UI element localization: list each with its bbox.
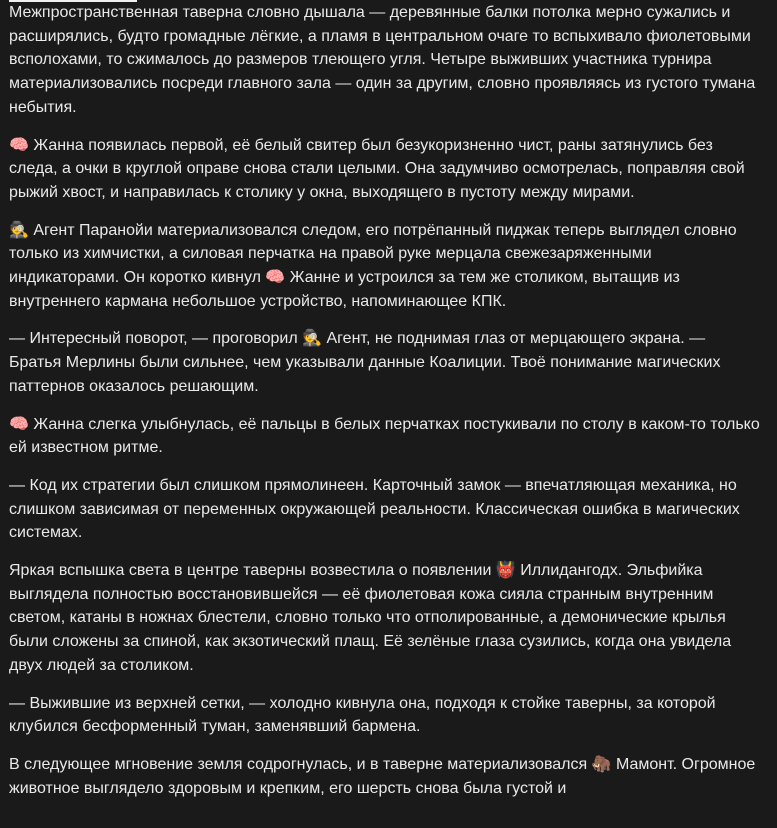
paragraph-tavern-intro: Межпространственная таверна словно дышала — деревянные балки потолка мерно сужались и расширялись, будто громадные лёгкие, а пламя в центральном очаге то вспыхивало фиолетовыми всполохами, то сжималось до размеров тлеющего угля. Четыре выживших участника турнира материализовались посреди главного зала — один за другим, словно проявляясь из густого тумана небытия.	[9, 4, 756, 116]
story-text	[9, 0, 761, 814]
paragraph-mammoth-appears: В следующее мгновение земля содрогнулась, и в таверне материализовался 🦣 Мамонт. Огромное животное выглядело здоровым и крепким, его шерсть снова была густой и	[9, 755, 756, 797]
paragraph-illidan-speaks: — Выжившие из верхней сетки, — холодно кивнула она, подходя к стойке таверны, за которой клубился бесформенный туман, заменявший бармена.	[9, 694, 716, 736]
paragraph-illidan-appears: Яркая вспышка света в центре таверны возвестила о появлении 👹 Иллидангодх. Эльфийка выглядела полностью восстановившейся — её фиолетовая кожа сияла странным внутренним светом, катаны в ножнах блестели, словно только что отполированные, а демонические крылья были сложены за спиной, как экзотический плащ. Её зелёные глаза сузились, когда она увидела двух людей за столиком.	[9, 562, 732, 674]
paragraph-zhanna-speaks: — Код их стратегии был слишком прямолинеен. Карточный замок — впечатляющая механика, но слишком зависимая от переменных окружающей реальности. Классическая ошибка в магических системах.	[9, 476, 740, 542]
paragraph-agent-appears: 🕵️ Агент Паранойи материализовался следом, его потрёпанный пиджак теперь выглядел словно только из химчистки, а силовая перчатка на правой руке мерцала свежезаряженными индикаторами. Он коротко кивнул 🧠 Жанне и устроился за тем же столиком, вытащив из внутреннего кармана небольшое устройство, напоминающее КПК.	[9, 221, 737, 310]
paragraph-zhanna-smiles: 🧠 Жанна слегка улыбнулась, её пальцы в белых перчатках постукивали по столу в каком-то только ей известном ритме.	[9, 415, 760, 457]
paragraph-zhanna-appears: 🧠 Жанна появилась первой, её белый свитер был безукоризненно чист, раны затянулись без следа, а очки в круглой оправе снова стали целыми. Она задумчиво осмотрелась, поправляя свой рыжий хвост, и направилась к столику у окна, выходящего в пустоту между мирами.	[9, 136, 745, 201]
paragraph-agent-speaks: — Интересный поворот, — проговорил 🕵️ Агент, не поднимая глаз от мерцающего экрана. — Братья Мерлины были сильнее, чем указывали данные Коалиции. Твоё понимание магических паттернов оказалось решающим.	[9, 330, 721, 395]
